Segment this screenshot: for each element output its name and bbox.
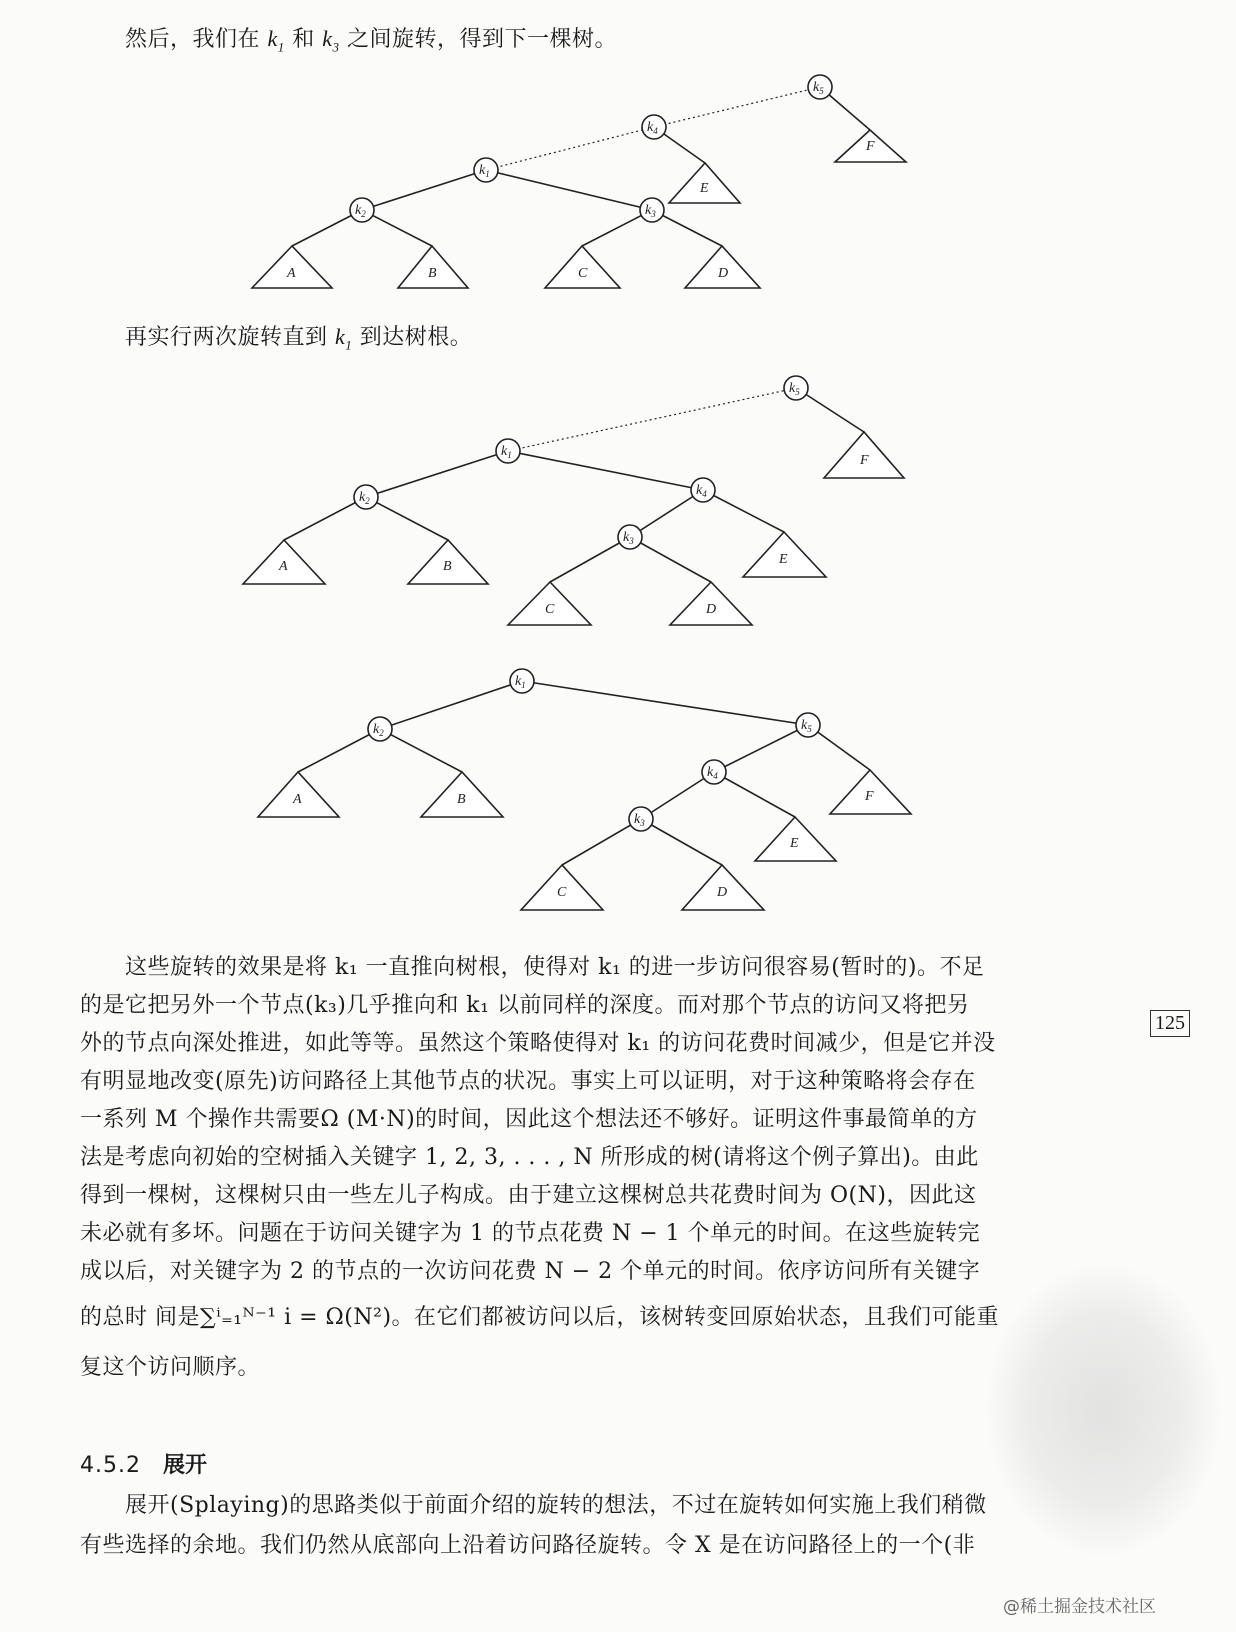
subtree-e-label: E (790, 836, 799, 851)
subtree-b-label: B (428, 266, 437, 281)
svg-text:k5: $k_5$ (789, 381, 800, 397)
subtree-c-label: C (557, 885, 567, 900)
tree-diagram-2 (0, 360, 1236, 660)
splay-line-1: 展开(Splaying)的思路类似于前面介绍的旋转的想法，不过在旋转如何实施上我们稍微 (125, 1493, 987, 1518)
subtree-a-label: A (279, 559, 288, 574)
subtree-b-label: B (443, 559, 452, 574)
footer-credit: @稀土掘金技术社区 (1003, 1597, 1156, 1617)
subtree-c-label: C (578, 266, 588, 281)
svg-text:k1: $k_1$ (501, 444, 512, 460)
tree-diagram-1 (0, 0, 1236, 320)
svg-text:k4: $k_4$ (696, 483, 707, 499)
svg-text:k4: $k_4$ (647, 120, 658, 136)
subtree-d-label: D (717, 885, 728, 900)
subtree-f-label: F (865, 789, 874, 804)
tree-diagram-3 (0, 660, 1236, 940)
body-line-10: 的总时 间是∑ⁱ₌₁ᴺ⁻¹ i = Ω(N²)。在它们都被访问以后，该树转变回原始状态，且我们可能重 (80, 1305, 1000, 1330)
svg-text:k5: $k_5$ (801, 718, 812, 734)
subtree-b-label: B (457, 792, 466, 807)
body-line-3: 外的节点向深处推进，如此等等。虽然这个策略使得对 k₁ 的访问花费时间减少，但是它并没 (80, 1031, 996, 1056)
section-title: 展开 (162, 1453, 207, 1478)
svg-text:k2: $k_2$ (359, 490, 370, 506)
body-line-2: 的是它把另外一个节点(k₃)几乎推向和 k₁ 以前同样的深度。而对那个节点的访问又将把另 (80, 993, 970, 1018)
svg-text:k3: $k_3$ (645, 203, 656, 219)
subtree-d-label: D (706, 602, 717, 617)
body-line-7: 得到一棵树，这棵树只由一些左儿子构成。由于建立这棵树总共花费时间为 O(N)，因此这 (80, 1183, 977, 1208)
section-number: 4.5.2 (80, 1453, 141, 1478)
splay-line-2: 有些选择的余地。我们仍然从底部向上沿着访问路径旋转。令 X 是在访问路径上的一个(非 (80, 1533, 976, 1558)
node-k1 (510, 669, 534, 693)
subtree-a-label: A (287, 266, 296, 281)
intro-text: 然后，我们在 $k_1$ 和 $k_3$ 之间旋转，得到下一棵树。 (125, 26, 618, 55)
node-k4 (642, 115, 666, 139)
node-k3 (618, 525, 642, 549)
node-k5 (796, 713, 820, 737)
node-k5 (784, 376, 808, 400)
section-heading (80, 1448, 207, 1479)
body-line-5: 一系列 M 个操作共需要Ω (M·N)的时间，因此这个想法还不够好。证明这件事最简单的方 (80, 1107, 978, 1132)
svg-text:k1: $k_1$ (515, 674, 526, 690)
node-k1 (496, 439, 520, 463)
svg-text:k2: $k_2$ (355, 203, 366, 219)
node-k2 (354, 485, 378, 509)
body-line-6: 法是考虑向初始的空树插入关键字 1, 2, 3, . . . , N 所形成的树(请将这个例子算出)。由此 (80, 1145, 979, 1170)
subtree-e-label: E (700, 181, 709, 196)
page-number: 125 (1150, 1010, 1190, 1037)
node-k3 (629, 807, 653, 831)
node-k4 (691, 478, 715, 502)
subtree-a-label: A (293, 792, 302, 807)
body-line-11: 复这个访问顺序。 (80, 1355, 261, 1380)
svg-text:k2: $k_2$ (373, 722, 384, 738)
subtree-c-label: C (545, 602, 555, 617)
body-line-1: 这些旋转的效果是将 k₁ 一直推向树根，使得对 k₁ 的进一步访问很容易(暂时的)。不足 (125, 955, 985, 980)
watermark-stamp (984, 1260, 1224, 1560)
svg-text:k3: $k_3$ (634, 812, 645, 828)
node-k5 (808, 75, 832, 99)
body-line-4: 有明显地改变(原先)访问路径上其他节点的状况。事实上可以证明，对于这种策略将会存在 (80, 1069, 976, 1094)
svg-text:k5: $k_5$ (813, 80, 824, 96)
node-k1 (474, 158, 498, 182)
subtree-f-label: F (860, 453, 869, 468)
body-line-8: 未必就有多坏。问题在于访问关键字为 1 的节点花费 N − 1 个单元的时间。在这些旋转完 (80, 1221, 981, 1246)
node-k2 (350, 198, 374, 222)
svg-text:k4: $k_4$ (707, 765, 718, 781)
subtree-f-label: F (866, 139, 875, 154)
svg-text:k1: $k_1$ (479, 163, 490, 179)
node-k4 (702, 760, 726, 784)
node-k2 (368, 717, 392, 741)
node-k3 (640, 198, 664, 222)
body-line-9: 成以后，对关键字为 2 的节点的一次访问花费 N − 2 个单元的时间。依序访问所有关键字 (80, 1259, 981, 1284)
subtree-d-label: D (718, 266, 729, 281)
subtree-e-label: E (779, 552, 788, 567)
mid-text: 再实行两次旋转直到 $k_1$ 到达树根。 (125, 324, 473, 353)
svg-text:k3: $k_3$ (623, 530, 634, 546)
